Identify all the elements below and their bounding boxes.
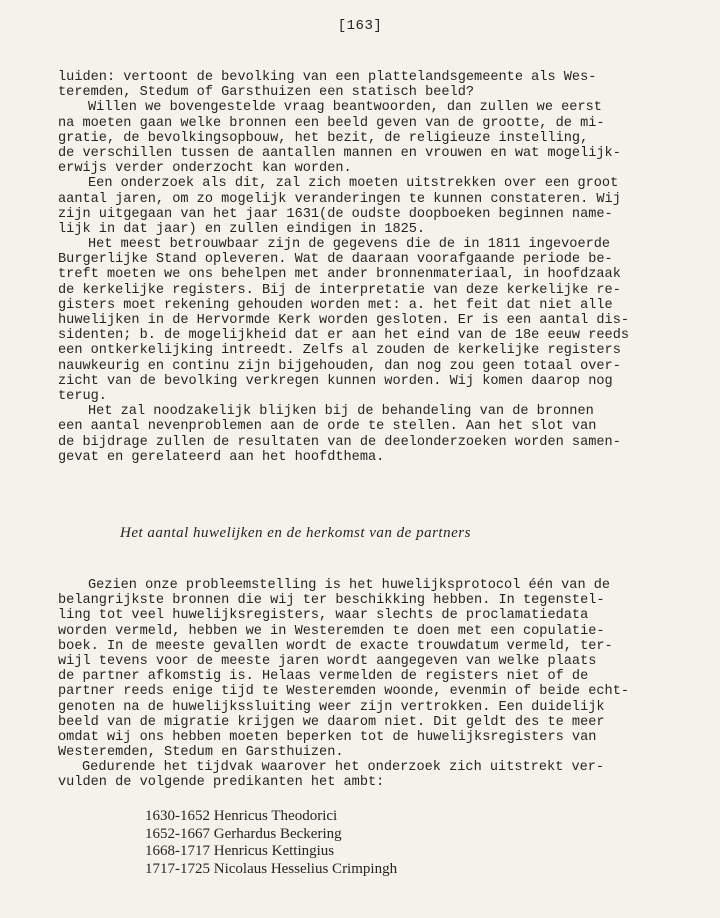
text-line: aantal jaren, om zo mogelijk veranderingen te kunnen constateren. Wij [58,191,621,207]
text-line: vulden de volgende predikanten het ambt: [58,775,385,791]
text-line: terug. [58,388,107,404]
text-line: huwelijken in de Hervormde Kerk worden gesloten. Er is een aantal dis- [58,313,630,328]
minister-entry: 1652-1667 Gerhardus Beckering [145,825,342,842]
text-line: gratie, de bevolkingsopbouw, het bezit, de religieuze instelling, [58,130,589,146]
text-line: omdat wij ons hebben moeten beperken tot de huwelijksregisters van [58,729,597,745]
text-line: Willen we bovengestelde vraag beantwoorden, dan zullen we eerst [88,100,602,116]
section-heading: Het aantal huwelijken en de herkomst van de partners [120,525,471,541]
text-line: beeld van de migratie krijgen we daarom niet. Dit geldt des te meer [58,714,605,730]
text-line: de partner afkomstig is. Helaas vermelden de registers niet of de [58,669,589,685]
minister-entry: 1717-1725 Nicolaus Hesselius Crimpingh [145,860,398,877]
text-line: teremden, Stedum of Garsthuizen een statisch beeld? [58,85,475,101]
ministers-list [145,808,625,878]
text-line: belangrijkste bronnen die wij ter beschikking hebben. In tegenstel- [58,593,605,609]
text-line: Het zal noodzakelijk blijken bij de behandeling van de bronnen [88,404,594,420]
text-line: zicht van de bevolking verkregen kunnen worden. Wij komen daarop nog [58,373,613,389]
text-line: ling tot veel huwelijksregisters, waar slechts de proclamatiedata [58,608,589,624]
text-line: Westeremden, Stedum en Garsthuizen. [58,745,344,761]
text-line: de bijdrage zullen de resultaten van de deelonderzoeken worden samen- [58,434,621,450]
text-line: Burgerlijke Stand opleveren. Wat de daaraan voorafgaande periode be- [58,252,613,268]
page-number: [163] [337,18,383,34]
text-line: een aantal nevenproblemen aan de orde te stellen. Aan het slot van [58,419,597,435]
text-line: wijl tevens voor de meeste jaren wordt aangegeven van welke plaats [58,653,597,669]
section-intro [58,70,658,465]
text-line: worden vermeld, hebben we in Westeremden te doen met een copulatie- [58,623,605,639]
text-line: Gezien onze probleemstelling is het huwelijksprotocol één van de [88,578,611,593]
text-line: Gedurende het tijdvak waarover het onderzoek zich uitstrekt ver- [82,760,605,776]
text-line: nauwkeurig en continu zijn bijgehouden, dan nog zou geen totaal over- [58,358,621,374]
text-line: Het meest betrouwbaar zijn de gegevens die de in 1811 ingevoerde [88,237,611,253]
text-line: zijn uitgegaan van het jaar 1631(de oudste doopboeken beginnen name- [58,206,613,222]
text-line: na moeten gaan welke bronnen een beeld geven van de grootte, de mi- [58,115,605,131]
text-line: partner reeds enige tijd te Westeremden woonde, evenmin of beide echt- [58,684,630,700]
text-line: Een onderzoek als dit, zal zich moeten uitstrekken over een groot [88,176,619,192]
text-line: sidenten; b. de mogelijkheid dat er aan het eind van de 18e eeuw reeds [58,328,630,344]
minister-entry: 1668-1717 Henricus Kettingius [145,843,335,860]
text-line: de verschillen tussen de aantallen mannen en vrouwen en wat mogelijk- [58,145,621,161]
text-line: erwijs verder onderzocht kan worden. [58,161,352,177]
text-line: een ontkerkelijking intreedt. Zelfs al zouden de kerkelijke registers [58,343,621,359]
text-line: treft moeten we ons behelpen met ander bronnenmateriaal, in hoofdzaak [58,267,621,283]
text-line: boek. In de meeste gevallen wordt de exacte trouwdatum vermeld, ter- [58,638,613,654]
text-line: genoten na de huwelijkssluiting weer zijn vertrokken. Een duidelijk [58,699,605,715]
text-line: luiden: vertoont de bevolking van een plattelandsgemeente als Wes- [58,70,597,85]
text-line: lijk in dat jaar) en zullen eindigen in 1825. [58,221,426,237]
section-marriages [58,578,658,791]
text-line: gevat en gerelateerd aan het hoofdthema. [58,449,385,465]
text-line: de kerkelijke registers. Bij de interpretatie van deze kerkelijke re- [58,282,621,298]
text-line: gisters moet rekening gehouden worden met: a. het feit dat niet alle [58,297,613,313]
minister-entry: 1630-1652 Henricus Theodorici [145,808,338,824]
